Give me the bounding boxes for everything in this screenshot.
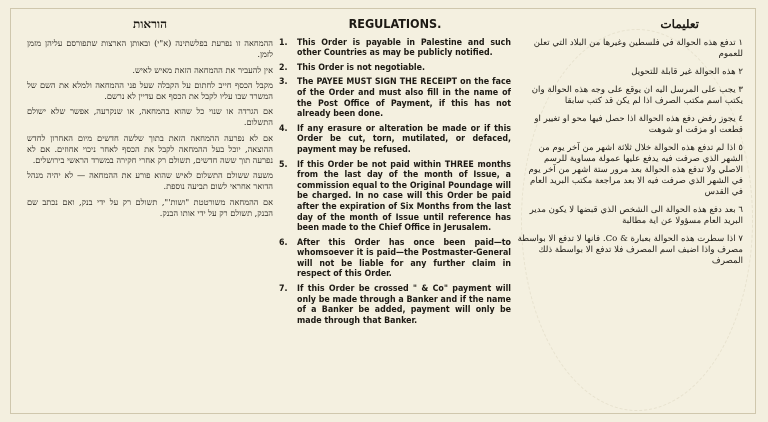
hebrew-item-2: אין להעביר את ההמחאה הזאת מאיש לאיש. [132, 64, 273, 75]
english-item [279, 38, 511, 59]
item-number: 4. [279, 123, 288, 134]
item-text: If any erasure or alteration be made or if this Order be cut, torn, mutilated, or defaced, payment may be refused. [297, 123, 511, 155]
item-number: 5. [279, 159, 288, 170]
arabic-title: تعليمات [660, 19, 699, 31]
item-number: 6. [279, 237, 288, 248]
item-number: 2. [279, 62, 288, 73]
hebrew-item-4: אם הגרדה או שנוי כל שהוא בהמחאה, או שנקרעה, אפשר שלא ישולם התשלום. [27, 106, 273, 128]
english-title: REGULATIONS. [348, 19, 442, 31]
english-item [279, 238, 511, 280]
arabic-item-1: ١ تدفع هذه الحوالة في فلسطين وغيرها من البلاد التي تعلن للعموم [533, 38, 743, 59]
item-text: If this Order be not paid within THREE months from the last day of the month of Issue, a commission equal to the Original Poundage will be charged. In no case will this Order be paid after the expiration of Six Months from the last day of the month of Issue until reference has been made to the Chief Office in Jerusalem. [297, 159, 511, 234]
arabic-item-5: ٥ اذا لم تدفع هذه الحوالة خلال ثلاثة اشهر من آخر يوم من الشهر الذي صرفت فيه يدفع عليها عمولة مساوية للرسم الاصلي ولا تدفع هذه الحوالة بعد مرور ستة اشهر من آخر يوم في الشهر الذي صرفت فيه الا بعد مراجعة مكتب البريد العام في القدس [528, 143, 743, 197]
item-text: The PAYEE MUST SIGN THE RECEIPT on the face of the Order and must also fill in the name of the Post Office of Payment, if this has not already been done. [297, 77, 511, 120]
item-number: 1. [279, 37, 288, 48]
item-number: 7. [279, 284, 288, 295]
hebrew-item-6: משעה ששולם התשלום לאיש שהוא פורע את ההמחאה — לא יהיה מנהל הדואר אחראי לשום תביעה נוספת. [27, 170, 273, 192]
arabic-item-4: ٤ يجوز رفض دفع هذه الحوالة اذا حصل فيها محو او تغيير او قطعت او مزقت او شوهت [534, 114, 743, 135]
english-regulations [279, 19, 511, 403]
arabic-item-3: ٣ يجب على المرسل اليه ان يوقع على وجه هذه الحوالة وان يكتب اسم مكتب الصرف اذا لم يكن قد كتب سابقا [531, 85, 743, 106]
item-text: This Order is not negotiable. [297, 62, 426, 73]
english-item [279, 77, 511, 119]
hebrew-item-7: אם ההמחאה משורטטת "ושות'", תשולם רק על ידי בנק, ואם נכתב שם הבנק, תשולם רק על ידי אותו הבנק. [27, 196, 273, 218]
arabic-item-6: ٦ بعد دفع هذه الحوالة الى الشخص الذي قبضها لا يكون مدير البريد العام مسؤولا عن اية مطالبة [529, 205, 743, 226]
english-item [279, 63, 511, 74]
arabic-regulations [517, 19, 743, 403]
english-item [279, 284, 511, 326]
item-text: This Order is payable in Palestine and such other Countries as may be publicly notified. [297, 37, 511, 59]
hebrew-item-5: אם לא נפרעה ההמחאה הזאת בתוך שלשה חדשים מיום האחרון לחדש ההוצאה, יוכל בעל ההמחאה לקבל את הכסף לאחר ניכוי אחוזים. אם לא נפרעה תוך ששה חדשים, תשולם רק אחרי חקירה במשרד הראשי בירושלים. [27, 132, 273, 166]
hebrew-regulations [27, 19, 273, 403]
english-item [279, 160, 511, 234]
item-text: After this Order has once been paid—to whomsoever it is paid—the Postmaster-General will not be liable for any further claim in respect of this Order. [297, 237, 511, 280]
hebrew-item-1: ההמחאה זו נפרעת בפלשתינה (א"י) ובאותן הארצות שתפורסם עליהן מזמן לזמן. [27, 38, 273, 60]
item-text: If this Order be crossed " & Co" payment will only be made through a Banker and if the name of a Banker be added, payment will only be made through that Banker. [297, 284, 511, 326]
money-order-back [10, 8, 756, 414]
hebrew-title: הוראות [133, 19, 167, 31]
arabic-item-2: ٢ هذه الحوالة غير قابلة للتحويل [631, 67, 743, 77]
hebrew-item-3: מקבל הכסף חייב לחתום על הקבלה שעל פני ההמחאה ולמלא את השם של המשרד שבו עליו לקבל את הכסף אם עדיין לא נרשם. [27, 79, 273, 102]
english-item [279, 124, 511, 156]
item-number: 3. [279, 77, 288, 88]
arabic-item-7: ٧ اذا سطرت هذه الحوالة بعبارة & Co. فانها لا تدفع الا بواسطة مصرف واذا اضيف اسم المصرف فلا تدفع الا بواسطة ذلك المصرف [517, 234, 743, 266]
